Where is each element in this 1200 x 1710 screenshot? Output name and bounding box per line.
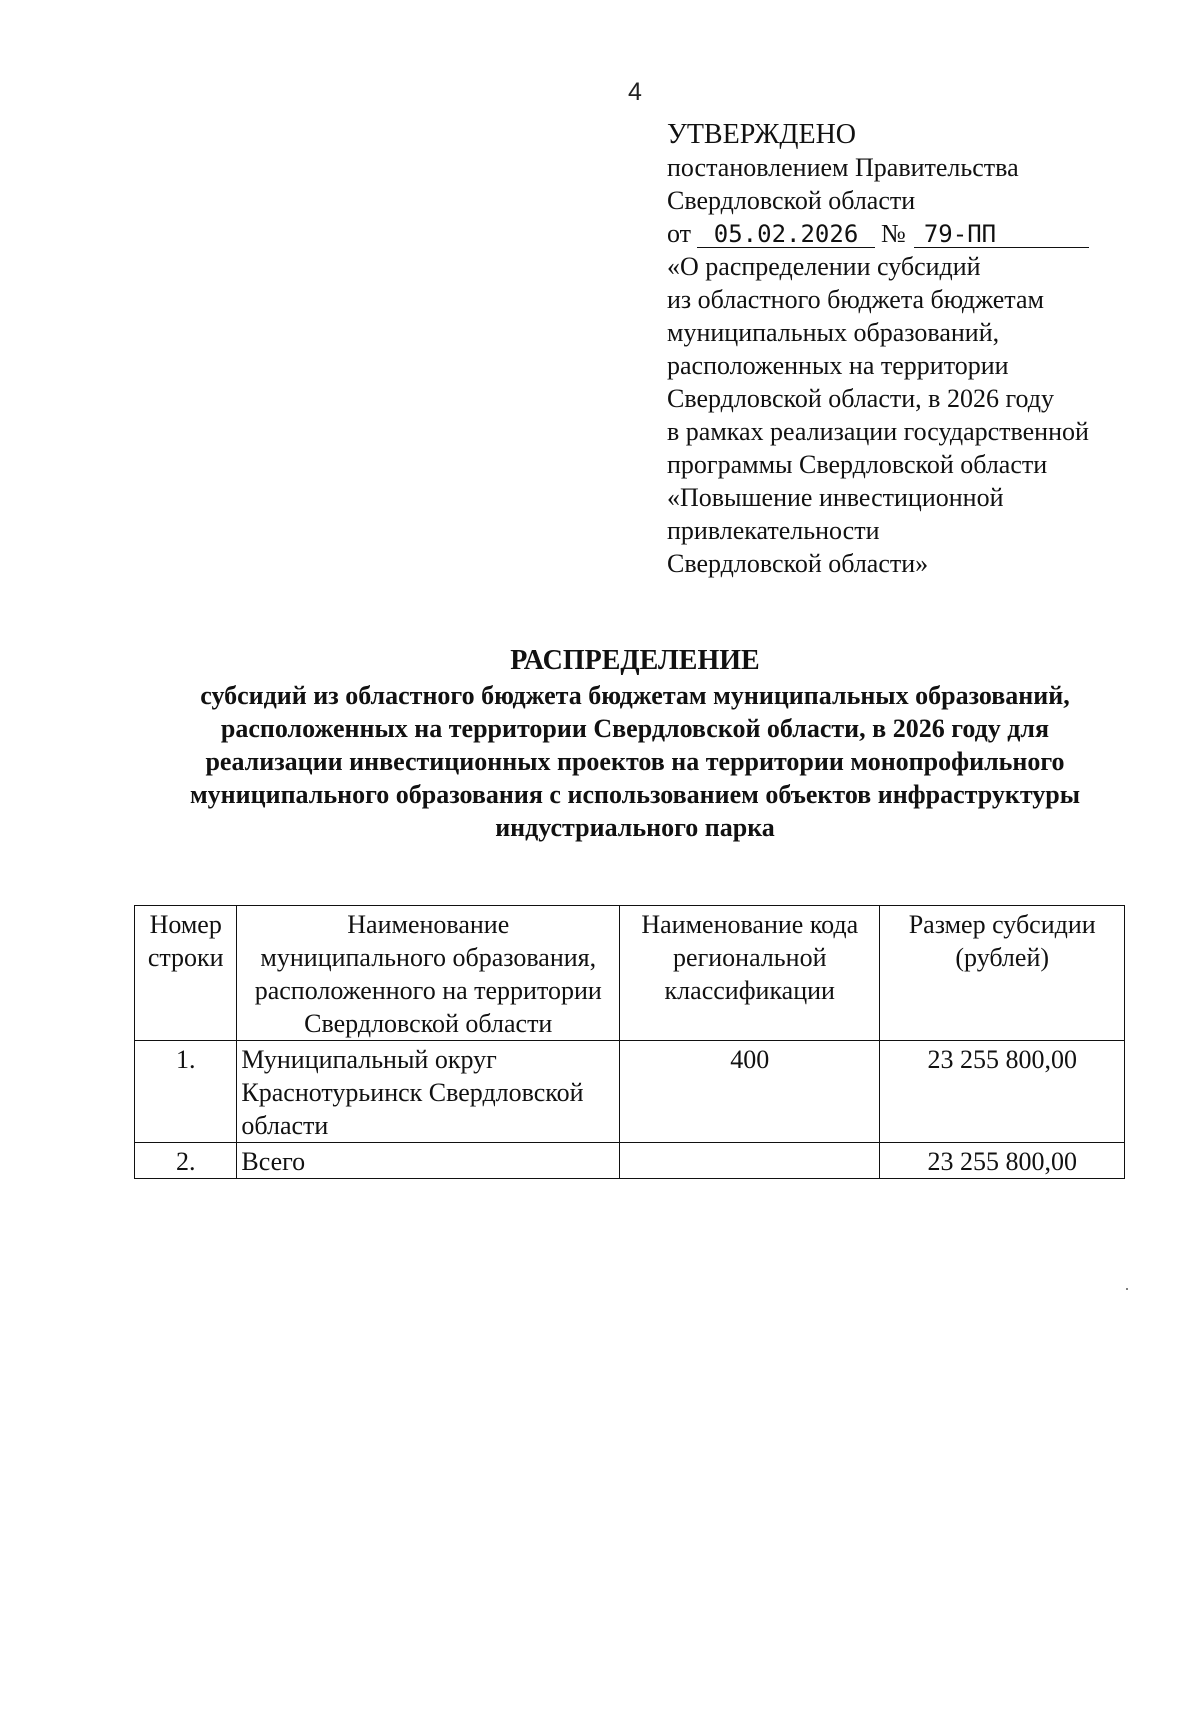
document-title-block (150, 644, 1120, 844)
subsidy-amount-cell: 23 255 800,00 (880, 1041, 1125, 1143)
header-municipality: Наименование муниципального образования, расположенного на территории Свердловской области (237, 906, 620, 1041)
resolution-title-line: привлекательности (667, 516, 880, 545)
resolution-title-line: Свердловской области, в 2026 году (667, 384, 1054, 413)
row-number-cell: 2. (135, 1143, 237, 1179)
document-number: 79-ПП (914, 221, 1089, 248)
municipality-cell: Муниципальный округ Краснотурьинск Свердловской области (237, 1041, 620, 1143)
document-subtitle-line: расположенных на территории Свердловской области, в 2026 году для (220, 714, 1050, 743)
page-number: 4 (628, 78, 642, 106)
classification-code-cell (620, 1143, 880, 1179)
resolution-title-line: «О распределении субсидий (667, 252, 981, 281)
approved-heading: УТВЕРЖДЕНО (667, 119, 857, 150)
number-sign: № (881, 219, 906, 248)
classification-code-cell: 400 (620, 1041, 880, 1143)
resolution-title-line: «Повышение инвестиционной (667, 483, 1004, 512)
header-classification-code: Наименование кода региональной классификации (620, 906, 880, 1041)
document-title: РАСПРЕДЕЛЕНИЕ (510, 645, 760, 676)
resolution-title-line: в рамках реализации государственной (667, 417, 1089, 446)
resolution-title-line: Свердловской области» (667, 549, 929, 578)
resolution-title-line: муниципальных образований, (667, 318, 1000, 347)
municipality-cell: Всего (237, 1143, 620, 1179)
header-row-number: Номер строки (135, 906, 237, 1041)
document-date-number-line (667, 217, 1167, 250)
scan-speck (1126, 1288, 1128, 1290)
header-subsidy-amount: Размер субсидии (рублей) (880, 906, 1125, 1041)
approval-stamp-block (667, 118, 1167, 580)
subsidy-distribution-table (134, 905, 1125, 1179)
document-subtitle-line: индустриального парка (495, 813, 775, 842)
approval-line: постановлением Правительства (667, 153, 1019, 182)
document-subtitle-line: субсидий из областного бюджета бюджетам муниципальных образований, (200, 681, 1070, 710)
subsidy-amount-cell: 23 255 800,00 (880, 1143, 1125, 1179)
document-subtitle-line: муниципального образования с использованием объектов инфраструктуры (189, 780, 1081, 809)
table-row-total (135, 1143, 1125, 1179)
resolution-title-line: расположенных на территории (667, 351, 1009, 380)
table-row (135, 1041, 1125, 1143)
resolution-title-line: программы Свердловской области (667, 450, 1048, 479)
row-number-cell: 1. (135, 1041, 237, 1143)
document-date: 05.02.2026 (697, 221, 875, 248)
date-prefix: от (667, 219, 692, 248)
table-header-row (135, 906, 1125, 1041)
resolution-title-line: из областного бюджета бюджетам (667, 285, 1044, 314)
approval-line: Свердловской области (667, 186, 916, 215)
document-subtitle-line: реализации инвестиционных проектов на территории монопрофильного (205, 747, 1065, 776)
